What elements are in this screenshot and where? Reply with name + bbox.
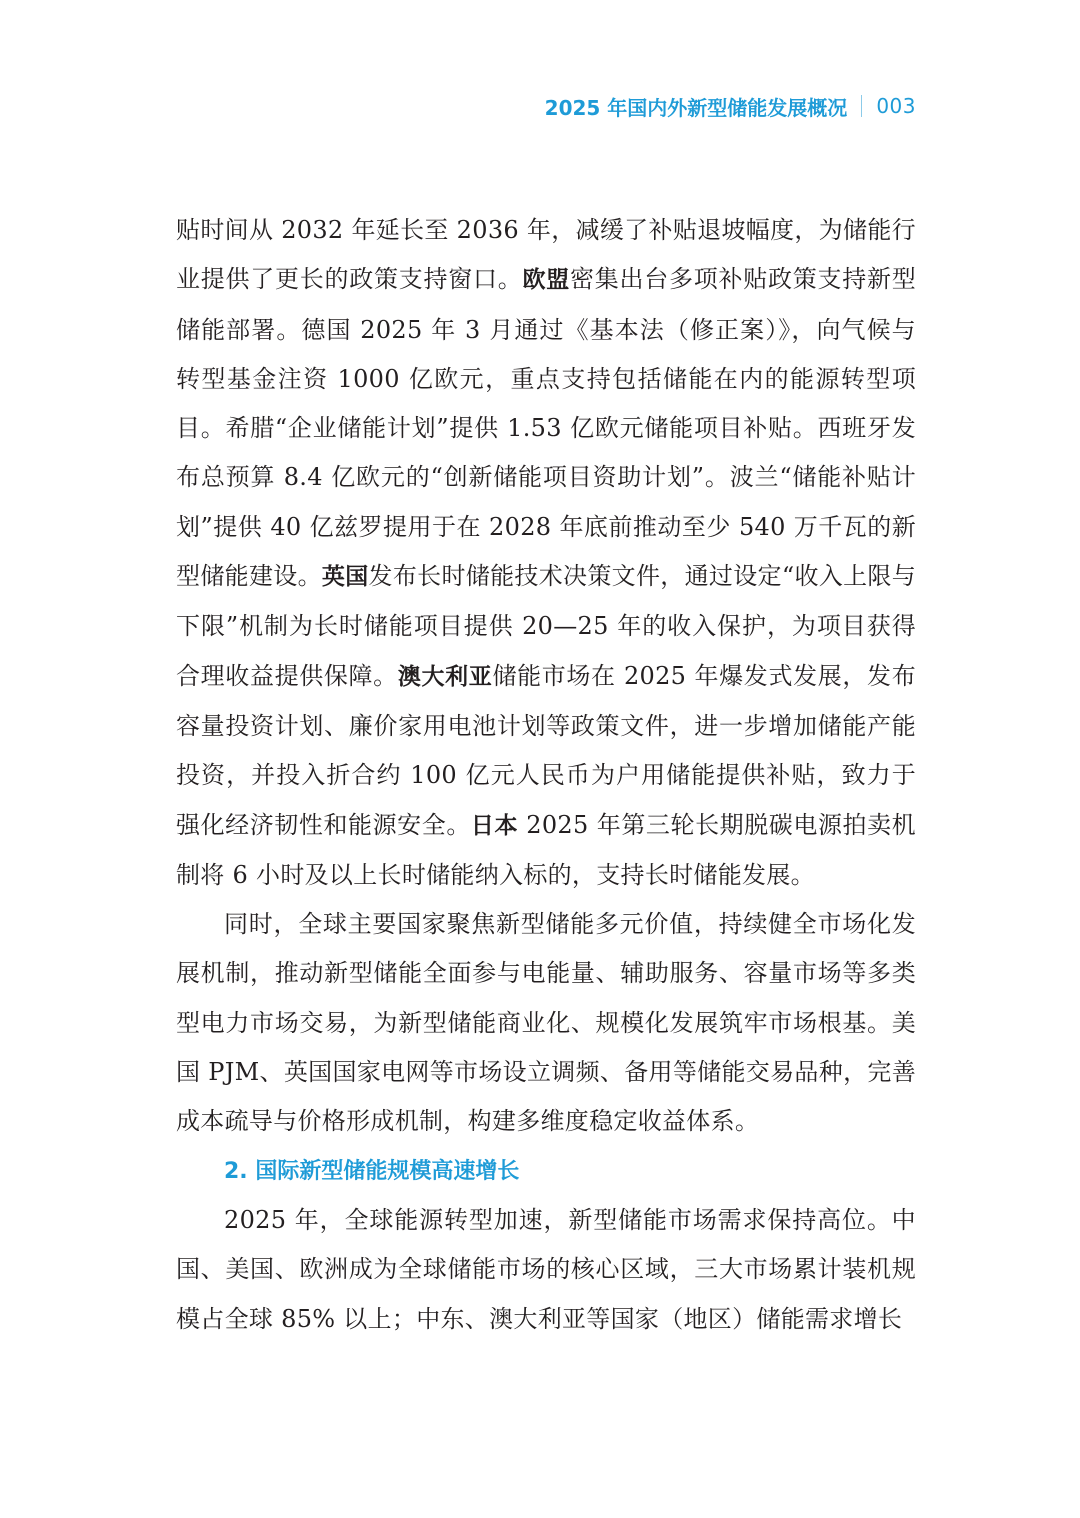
- text-run: 贴时间从 2032 年延长至 2036 年，减缓了补贴退坡幅度，为储能行业提供了更长的政策支持窗口。: [176, 216, 916, 294]
- header-divider: [861, 95, 862, 117]
- text-run: 密集出台多项补贴政策支持新型储能部署。德国 2025 年 3 月通过《基本法（修正案）》，向气候与转型基金注资 1000 亿欧元，重点支持包括储能在内的能源转型项目。希腊“企业储能计划”提供 1.53 亿欧元储能项目补贴。西班牙发布总预算 8.4 亿欧元的“创新储能项目资助计划”。波兰“储能补贴计划”提供 40 亿兹罗提用于在 2028 年底前推动至少 540 万千瓦的新型储能建设。: [176, 265, 916, 591]
- bold-keyword-uk: 英国: [321, 564, 369, 591]
- header-title: 2025 年国内外新型储能发展概况: [544, 95, 848, 120]
- page-number: 003: [876, 94, 916, 118]
- bold-keyword-japan: 日本: [470, 812, 519, 839]
- text-run: 储能市场在 2025 年爆发式发展，发布容量投资计划、廉价家用电池计划等政策文件，进一步增加储能产能投资，并投入折合约 100 亿元人民币为户用储能提供补贴，致力于强化经济韧性和能源安全。: [176, 661, 916, 839]
- body-text: [176, 206, 916, 1344]
- bold-keyword-eu: 欧盟: [522, 267, 570, 294]
- text-run: 发布长时储能技术决策文件，通过设定“收入上限与下限”机制为长时储能项目提供 20—25 年的收入保护，为项目获得合理收益提供保障。: [176, 562, 916, 690]
- section-heading: 2. 国际新型储能规模高速增长: [224, 1158, 520, 1184]
- bold-keyword-australia: 澳大利亚: [397, 663, 493, 690]
- paragraph-global-growth: 2025 年，全球能源转型加速，新型储能市场需求保持高位。中国、美国、欧洲成为全球储能市场的核心区域，三大市场累计装机规模占全球 85% 以上；中东、澳大利亚等国家（地区）储能需求增长: [176, 1205, 916, 1333]
- paragraph-market-mechanism: 同时，全球主要国家聚焦新型储能多元价值，持续健全市场化发展机制，推动新型储能全面参与电能量、辅助服务、容量市场等多类型电力市场交易，为新型储能商业化、规模化发展筑牢市场根基。美国 PJM、英国国家电网等市场设立调频、备用等储能交易品种，完善成本疏导与价格形成机制，构建多维度稳定收益体系。: [176, 910, 916, 1136]
- paragraph-eu-uk-au-jp: [176, 206, 916, 900]
- running-header: [545, 88, 916, 124]
- text-run: 2025 年第三轮长期脱碳电源拍卖机制将 6 小时及以上长时储能纳入标的，支持长时储能发展。: [176, 810, 916, 889]
